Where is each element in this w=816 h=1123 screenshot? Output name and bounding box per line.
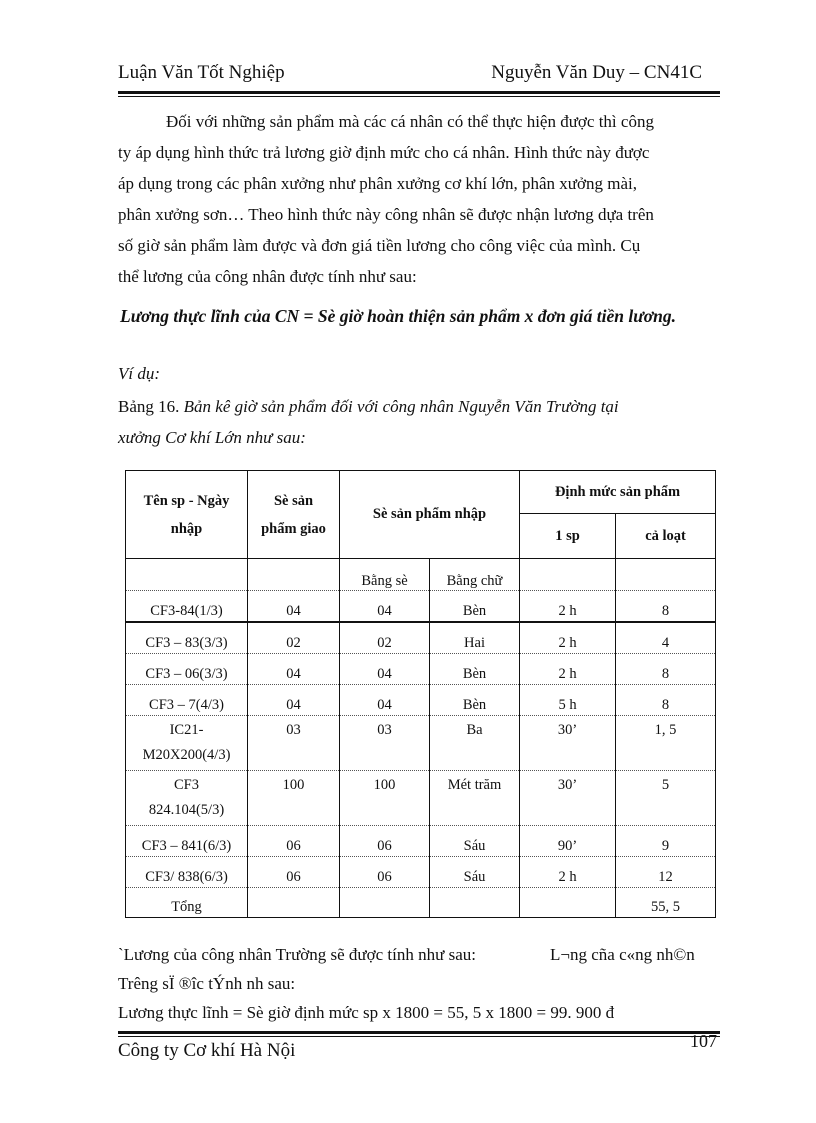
calc-intro: `Lương của công nhân Trường sẽ được tính như sau: <box>118 945 476 964</box>
cell-words: Ba <box>430 716 520 771</box>
page-number: 107 <box>690 1031 717 1051</box>
cell-num: 03 <box>340 716 430 771</box>
cell-one: 2 h <box>520 591 616 623</box>
calc-result: Lương thực lĩnh = Sè giờ định mức sp x 1800 = 55, 5 x 1800 = 99. 900 đ <box>118 1003 615 1022</box>
table-row <box>126 622 716 654</box>
cell-name-line2: 824.104(5/3) <box>148 802 225 818</box>
cell-delivered: 100 <box>248 771 340 826</box>
cell-batch: 8 <box>616 654 716 685</box>
header-norm: Định mức sản phẩm <box>520 471 716 514</box>
cell-one: 5 h <box>520 685 616 716</box>
cell-name: CF3 – 06(3/3) <box>126 654 248 685</box>
cell-one: 30’ <box>520 716 616 771</box>
cell-words: Mét trăm <box>430 771 520 826</box>
cell-one: 2 h <box>520 654 616 685</box>
cell-batch: 8 <box>616 685 716 716</box>
cell-name: CF3/ 838(6/3) <box>126 857 248 888</box>
table-caption <box>118 391 718 453</box>
cell-one: 90’ <box>520 826 616 857</box>
cell-batch: 5 <box>616 771 716 826</box>
cell-name-line1: CF3 <box>174 777 199 793</box>
cell-empty <box>340 888 430 918</box>
cell-delivered: 04 <box>248 591 340 623</box>
header-name: Tên sp - Ngày nhập <box>126 471 248 559</box>
header-title: Luận Văn Tốt Nghiệp <box>118 62 285 83</box>
cell-name: CF3 – 841(6/3) <box>126 826 248 857</box>
cell-delivered: 03 <box>248 716 340 771</box>
cell-empty <box>430 888 520 918</box>
cell-num: 06 <box>340 826 430 857</box>
table-row <box>126 857 716 888</box>
sub-empty <box>126 559 248 591</box>
cell-num: 02 <box>340 622 430 654</box>
intro-paragraph <box>118 106 722 292</box>
cell-batch: 8 <box>616 591 716 623</box>
calc-garbled-text: L¬ng cña c«ng nh©n <box>550 945 695 964</box>
cell-empty <box>520 888 616 918</box>
cell-batch: 1, 5 <box>616 716 716 771</box>
header-received: Sè sản phẩm nhập <box>340 471 520 559</box>
cell-words: Sáu <box>430 857 520 888</box>
header-rule-thick <box>118 91 720 94</box>
sub-empty <box>520 559 616 591</box>
intro-line: ty áp dụng hình thức trả lương giờ định mức cho cá nhân. Hình thức này được <box>118 143 650 162</box>
table-row <box>126 654 716 685</box>
header-author: Nguyễn Văn Duy – CN41C <box>491 62 702 83</box>
cell-batch: 4 <box>616 622 716 654</box>
cell-batch: 12 <box>616 857 716 888</box>
intro-line: Đối với những sản phẩm mà các cá nhân có thể thực hiện được thì công <box>166 112 654 131</box>
table-row <box>126 716 716 771</box>
cell-words: Bèn <box>430 654 520 685</box>
cell-empty <box>248 888 340 918</box>
header-rule-thin <box>118 96 720 97</box>
caption-text-2: xưởng Cơ khí Lớn như sau: <box>118 428 306 447</box>
caption-text: Bản kê giờ sản phẩm đối với công nhân Nguyễn Văn Trường tại <box>183 397 619 416</box>
header-delivered: Sè sản phẩm giao <box>248 471 340 559</box>
cell-num: 06 <box>340 857 430 888</box>
product-hours-table <box>125 470 716 918</box>
cell-name <box>126 771 248 826</box>
cell-num: 04 <box>340 591 430 623</box>
cell-one: 2 h <box>520 622 616 654</box>
intro-line: áp dụng trong các phân xưởng như phân xưởng cơ khí lớn, phân xưởng mài, <box>118 174 637 193</box>
table-row <box>126 771 716 826</box>
cell-num: 100 <box>340 771 430 826</box>
calc-garbled-text-2: Trêng sÏ ®îc tÝnh nh sau: <box>118 974 296 993</box>
sub-in-numbers: Bằng sè <box>340 559 430 591</box>
intro-line: phân xưởng sơn… Theo hình thức này công nhân sẽ được nhận lương dựa trên <box>118 205 654 224</box>
footer-company: Công ty Cơ khí Hà Nội <box>118 1040 296 1061</box>
intro-line: thể lương của công nhân được tính như sau: <box>118 267 417 286</box>
cell-total-value: 55, 5 <box>616 888 716 918</box>
cell-num: 04 <box>340 654 430 685</box>
cell-one: 2 h <box>520 857 616 888</box>
salary-formula: Lương thực lĩnh của CN = Sè giờ hoàn thiện sản phẩm x đơn giá tiền lương. <box>120 306 676 326</box>
cell-name: CF3-84(1/3) <box>126 591 248 623</box>
caption-label: Bảng 16. <box>118 397 180 416</box>
cell-name <box>126 716 248 771</box>
cell-name-line2: M20X200(4/3) <box>142 747 231 763</box>
page-header <box>118 62 720 92</box>
cell-num: 04 <box>340 685 430 716</box>
cell-total-label: Tổng <box>126 888 248 918</box>
sub-empty <box>248 559 340 591</box>
footer-rule-thick <box>118 1031 720 1034</box>
cell-delivered: 04 <box>248 654 340 685</box>
cell-name: CF3 – 83(3/3) <box>126 622 248 654</box>
header-norm-batch: cả loạt <box>616 514 716 559</box>
cell-one: 30’ <box>520 771 616 826</box>
cell-batch: 9 <box>616 826 716 857</box>
cell-words: Hai <box>430 622 520 654</box>
cell-words: Bèn <box>430 591 520 623</box>
cell-delivered: 02 <box>248 622 340 654</box>
cell-name-line1: IC21- <box>169 722 204 738</box>
sub-in-words: Bằng chữ <box>430 559 520 591</box>
cell-delivered: 04 <box>248 685 340 716</box>
table-row <box>126 826 716 857</box>
cell-delivered: 06 <box>248 826 340 857</box>
header-norm-one: 1 sp <box>520 514 616 559</box>
intro-line: số giờ sản phẩm làm được và đơn giá tiền lương cho công việc của mình. Cụ <box>118 236 641 255</box>
example-label: Ví dụ: <box>118 364 161 383</box>
cell-words: Bèn <box>430 685 520 716</box>
total-row <box>126 888 716 918</box>
footer-rule-thin <box>118 1036 720 1037</box>
table-row <box>126 685 716 716</box>
calculation-section <box>118 940 722 1027</box>
table-row <box>126 591 716 623</box>
cell-name: CF3 – 7(4/3) <box>126 685 248 716</box>
sub-empty <box>616 559 716 591</box>
cell-delivered: 06 <box>248 857 340 888</box>
cell-words: Sáu <box>430 826 520 857</box>
